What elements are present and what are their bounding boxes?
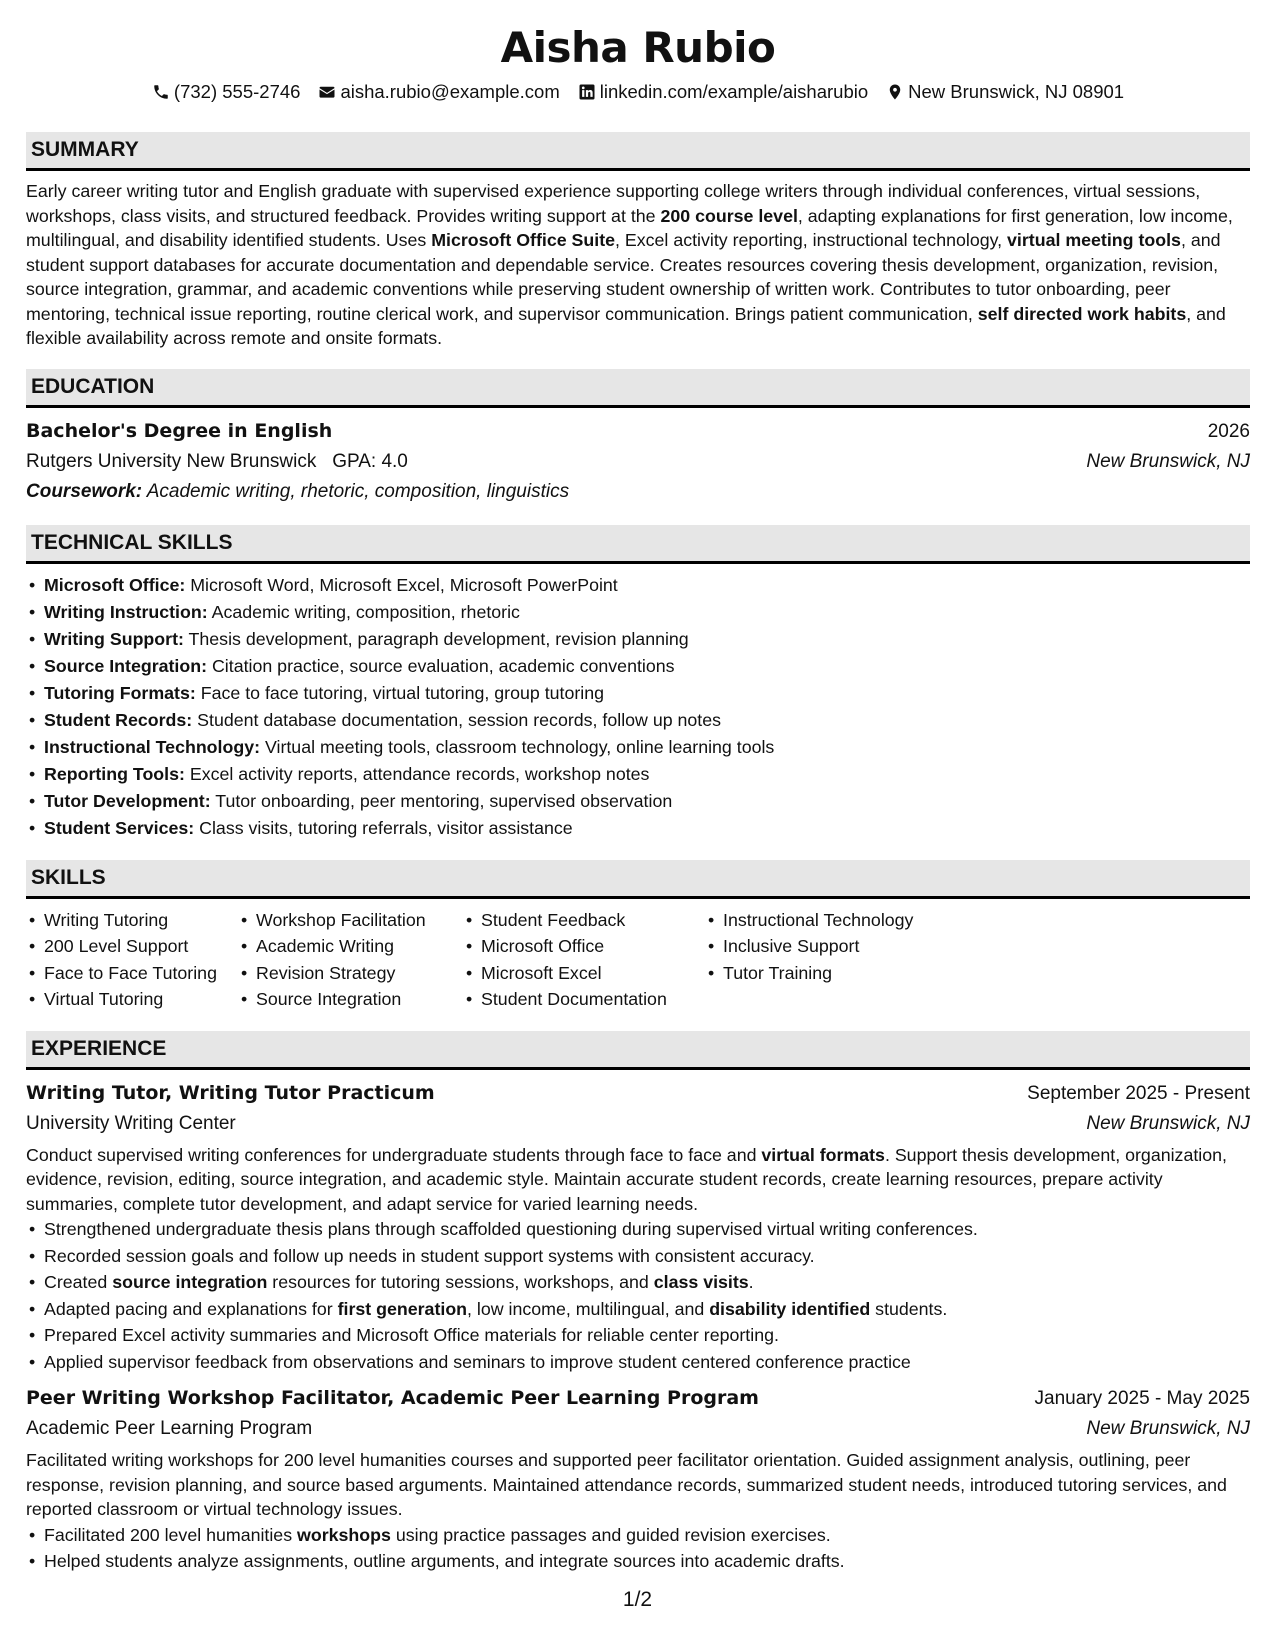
technical-skill-label: Microsoft Office:	[44, 574, 186, 595]
bold-phrase: first generation	[337, 1298, 468, 1319]
bold-phrase: Microsoft Office Suite	[431, 230, 616, 250]
text-run: Recorded session goals and follow up needs in student support systems with consistent accuracy.	[44, 1245, 815, 1266]
skill-item: • Face to Face Tutoring	[26, 960, 238, 987]
technical-skill-text: Class visits, tutoring referrals, visitor assistance	[194, 817, 573, 838]
text-run: , and student support databases for accurate documentation and dependable service. Creates resources covering thesis development, organization, revision, source integration, grammar, and academic conventions while preserving student ownership of written work. Contributes to tutor onboarding, peer mentoring, technical issue reporting, routine clerical work, and supervisor communication. Brings patient communication,	[26, 230, 1221, 324]
job-entry	[26, 1383, 1250, 1575]
skill-item: • Writing Tutoring	[26, 907, 238, 934]
location-text: New Brunswick, NJ 08901	[908, 81, 1125, 102]
job-organization: Academic Peer Learning Program	[26, 1418, 313, 1439]
contact-email[interactable]	[318, 80, 559, 104]
text-run: , Excel activity reporting, instructional technology,	[615, 230, 1008, 250]
skills-column	[705, 907, 1005, 1013]
job-bullet	[26, 1296, 1250, 1323]
technical-skill-item	[26, 788, 1250, 815]
coursework-text: Academic writing, rhetoric, composition, linguistics	[142, 480, 570, 502]
technical-skill-item	[26, 572, 1250, 599]
graduation-year: 2026	[1207, 420, 1250, 442]
text-run: Strengthened undergraduate thesis plans through scaffolded questioning during supervised virtual writing conferences.	[44, 1219, 978, 1239]
technical-skill-item	[26, 815, 1250, 842]
text-run: Applied supervisor feedback from observations and seminars to improve student centered conference practice	[44, 1351, 911, 1372]
skill-item: • Revision Strategy	[238, 960, 463, 987]
skill-item: • Student Documentation	[463, 986, 705, 1013]
job-bullet	[26, 1322, 1250, 1349]
text-run: resources for tutoring sessions, workshops, and	[267, 1272, 654, 1292]
job-dates: January 2025 - May 2025	[1034, 1388, 1250, 1409]
contact-location	[886, 80, 1124, 104]
technical-skills-list	[26, 572, 1250, 842]
text-run: using practice passages and guided revision exercises.	[390, 1524, 831, 1545]
bold-phrase: virtual formats	[761, 1144, 885, 1165]
technical-skill-text: Microsoft Word, Microsoft Excel, Microsoft PowerPoint	[185, 574, 618, 595]
text-run: Helped students analyze assignments, outline arguments, and integrate sources into academic drafts.	[44, 1551, 845, 1571]
skill-item: • Microsoft Excel	[463, 960, 705, 987]
technical-skill-text: Excel activity reports, attendance records, workshop notes	[184, 763, 650, 784]
technical-skill-label: Source Integration:	[44, 655, 208, 676]
job-row-1	[26, 1383, 1250, 1414]
technical-skill-item	[26, 761, 1250, 788]
technical-skill-label: Student Records:	[44, 709, 193, 730]
job-bullet	[26, 1522, 1250, 1549]
text-run: . Support thesis development, organization, evidence, revision, editing, source integration, and academic style. Maintain accurate student records, create learning resources, prepare activity summaries, complete tutor development, and adapt service for varied learning needs.	[26, 1144, 1227, 1214]
page-number: 1/2	[622, 1588, 653, 1611]
linkedin-icon	[578, 83, 596, 101]
job-entry	[26, 1078, 1250, 1376]
text-run: Adapted pacing and explanations for	[44, 1298, 338, 1319]
school-location: New Brunswick, NJ	[1086, 450, 1250, 472]
technical-skill-text: Thesis development, paragraph development, revision planning	[183, 628, 689, 649]
text-run: Facilitated 200 level humanities	[44, 1524, 298, 1545]
envelope-icon	[318, 83, 336, 101]
technical-skills-heading: TECHNICAL SKILLS	[26, 525, 1250, 564]
coursework-label: Coursework:	[26, 480, 143, 502]
coursework-line	[26, 477, 1250, 507]
text-run: students.	[870, 1298, 948, 1319]
technical-skill-text: Academic writing, composition, rhetoric	[207, 601, 520, 622]
technical-skill-text: Face to face tutoring, virtual tutoring, group tutoring	[195, 682, 605, 703]
skill-item: • Academic Writing	[238, 933, 463, 960]
skill-item: • Instructional Technology	[705, 907, 1005, 934]
job-bullet	[26, 1548, 1250, 1575]
job-bullet	[26, 1269, 1250, 1296]
job-description	[26, 1448, 1250, 1522]
technical-skill-item	[26, 734, 1250, 761]
bold-phrase: 200 course level	[660, 205, 798, 226]
skill-item: • 200 Level Support	[26, 933, 238, 960]
technical-skill-text: Citation practice, source evaluation, academic conventions	[207, 655, 675, 676]
job-bullets	[26, 1522, 1250, 1575]
email-link[interactable]: aisha.rubio@example.com	[340, 81, 560, 102]
text-run: Facilitated writing workshops for 200 level humanities courses and supported peer facilitator orientation. Guided assignment analysis, outlining, peer response, revision planning, and source based arguments. Maintained attendance records, summarized student needs, introduced tutoring services, and reported classroom or virtual technology issues.	[26, 1450, 1227, 1519]
technical-skill-item	[26, 599, 1250, 626]
skills-column	[26, 907, 238, 1013]
technical-skill-item	[26, 707, 1250, 734]
job-description	[26, 1143, 1250, 1217]
job-bullets	[26, 1216, 1250, 1375]
job-bullet	[26, 1243, 1250, 1270]
contact-phone	[152, 80, 301, 104]
contact-line	[26, 80, 1250, 104]
job-organization: University Writing Center	[26, 1112, 236, 1134]
text-run: .	[748, 1272, 754, 1292]
technical-skill-label: Writing Instruction:	[44, 601, 208, 622]
job-location: New Brunswick, NJ	[1086, 1112, 1250, 1134]
bold-phrase: virtual meeting tools	[1007, 230, 1181, 250]
skill-item: • Workshop Facilitation	[238, 907, 463, 934]
experience-heading: EXPERIENCE	[26, 1031, 1250, 1070]
contact-linkedin[interactable]	[578, 80, 868, 104]
job-row-2	[26, 1414, 1250, 1444]
education-row-1	[26, 416, 1250, 447]
skill-item: • Microsoft Office	[463, 933, 705, 960]
technical-skill-label: Student Services:	[44, 817, 195, 838]
technical-skill-text: Virtual meeting tools, classroom technology, online learning tools	[260, 736, 775, 757]
technical-skill-label: Tutor Development:	[44, 790, 211, 811]
resume-page	[26, 0, 1250, 1575]
skill-item: • Tutor Training	[705, 960, 1005, 987]
text-run: Conduct supervised writing conferences for undergraduate students through face to face and	[26, 1144, 762, 1165]
text-run: Prepared Excel activity summaries and Microsoft Office materials for reliable center reporting.	[44, 1325, 779, 1345]
skill-item: • Student Feedback	[463, 907, 705, 934]
technical-skill-item	[26, 626, 1250, 653]
experience-list	[26, 1078, 1250, 1575]
skills-column	[238, 907, 463, 1013]
text-run: , low income, multilingual, and	[467, 1298, 710, 1319]
technical-skill-label: Writing Support:	[44, 628, 184, 649]
text-run: , and flexible availability across remote and onsite formats.	[26, 303, 1226, 348]
map-pin-icon	[886, 83, 904, 101]
job-title: Peer Writing Workshop Facilitator, Academic Peer Learning Program	[26, 1387, 759, 1409]
technical-skill-label: Instructional Technology:	[44, 736, 261, 757]
phone-text: (732) 555-2746	[173, 81, 301, 102]
job-row-2	[26, 1109, 1250, 1139]
bold-phrase: self directed work habits	[977, 303, 1187, 324]
technical-skill-item	[26, 680, 1250, 707]
technical-skill-text: Student database documentation, session records, follow up notes	[192, 709, 722, 730]
text-run: Early career writing tutor and English graduate with supervised experience supporting college writers through individual conferences, virtual sessions, workshops, class visits, and structured feedback. Provides writing support at the	[26, 181, 1201, 226]
technical-skill-text: Tutor onboarding, peer mentoring, supervised observation	[210, 790, 673, 811]
job-dates: September 2025 - Present	[1027, 1082, 1250, 1104]
bold-phrase: disability identified	[709, 1298, 871, 1319]
bold-phrase: source integration	[112, 1272, 268, 1292]
summary-heading: SUMMARY	[26, 132, 1250, 171]
skill-item: • Inclusive Support	[705, 933, 1005, 960]
skills-grid	[26, 907, 1250, 1013]
bold-phrase: class visits	[653, 1272, 749, 1292]
job-title: Writing Tutor, Writing Tutor Practicum	[26, 1081, 435, 1104]
degree-title: Bachelor's Degree in English	[26, 419, 333, 442]
school-name: Rutgers University New Brunswick GPA: 4.0	[26, 450, 408, 472]
candidate-name: Aisha Rubio	[500, 23, 776, 72]
job-bullet	[26, 1349, 1250, 1376]
job-location: New Brunswick, NJ	[1086, 1418, 1250, 1439]
text-run: , adapting explanations for first generation, low income, multilingual, and disability identified students. Uses	[26, 205, 1233, 250]
skills-heading: SKILLS	[26, 860, 1250, 899]
bold-phrase: workshops	[297, 1524, 391, 1545]
education-row-2	[26, 447, 1250, 477]
linkedin-link[interactable]: linkedin.com/example/aisharubio	[599, 81, 869, 102]
phone-icon	[152, 83, 170, 101]
technical-skill-label: Reporting Tools:	[44, 763, 185, 784]
skills-column	[463, 907, 705, 1013]
skill-item: • Virtual Tutoring	[26, 986, 238, 1013]
technical-skill-label: Tutoring Formats:	[44, 682, 196, 703]
skill-item: • Source Integration	[238, 986, 463, 1013]
text-run: Created	[44, 1272, 113, 1292]
job-bullet	[26, 1216, 1250, 1243]
summary-text	[26, 179, 1250, 351]
technical-skill-item	[26, 653, 1250, 680]
job-row-1	[26, 1078, 1250, 1109]
education-heading: EDUCATION	[26, 369, 1250, 408]
